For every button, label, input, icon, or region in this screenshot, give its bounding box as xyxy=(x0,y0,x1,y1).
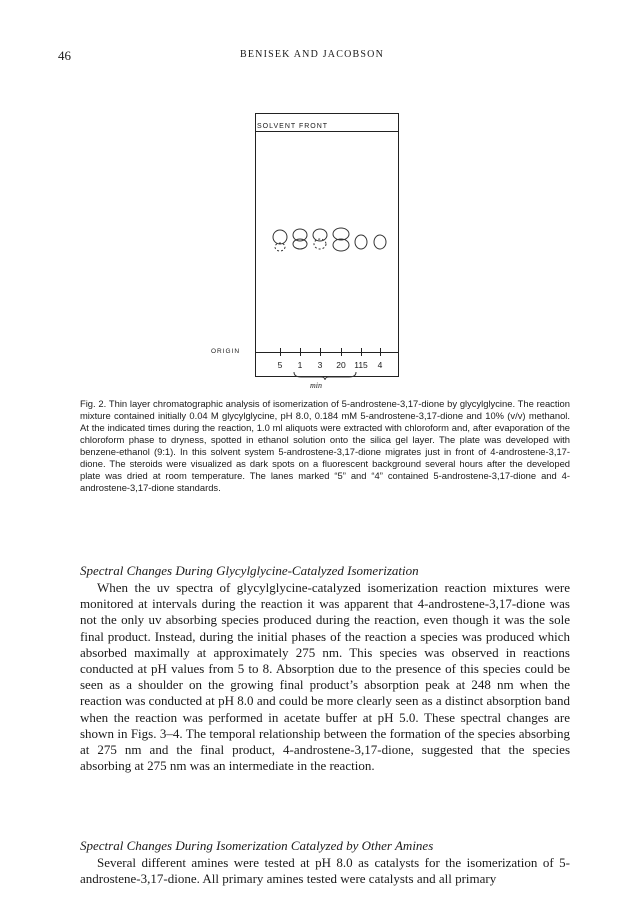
figure-caption xyxy=(80,398,570,494)
spot-lane-115 xyxy=(355,235,367,249)
solvent-front-label: SOLVENT FRONT xyxy=(257,123,329,130)
units-label: min xyxy=(310,381,322,390)
spot-lane-4 xyxy=(374,235,386,249)
lane-tick xyxy=(300,348,301,356)
lane-tick xyxy=(320,348,321,356)
spot-lane-5 xyxy=(273,230,287,251)
body-paragraph: Several different amines were tested at pH 8.0 as catalysts for the isomerization of 5-androstene-3,17-dione. All primary amines tested were catalysts and all primary xyxy=(80,855,570,887)
lane-label: 20 xyxy=(336,360,346,370)
lane-label: 115 xyxy=(354,360,368,370)
lane-tick xyxy=(341,348,342,356)
body-paragraph: When the uv spectra of glycylglycine-catalyzed isomerization reaction mixtures were monitored at intervals during the reaction it was apparent that 4-androstene-3,17-dione was not the only uv absorbing species produced during the reaction, even though it was the sole final product. Instead, during the initial phases of the reaction a species was produced which absorbed maximally at approximately 275 nm. This species was observed in reactions conducted at pH values from 5 to 8. Absorption due to the presence of this species could be seen as a shoulder on the growing final product’s absorption peak at 248 nm when the reaction was conducted at pH 8.0 and could be more clearly seen as a distinct absorption band when the reaction was performed in acetate buffer at pH 5.0. These spectral changes are shown in Figs. 3–4. The temporal relationship between the formation of the species absorbing at 275 nm and the final product, 4-androstene-3,17-dione, suggested that the species absorbing at 275 nm was an intermediate in the reaction. xyxy=(80,580,570,774)
origin-label: ORIGIN xyxy=(211,348,241,355)
section-heading: Spectral Changes During Isomerization Catalyzed by Other Amines xyxy=(80,838,434,853)
solvent-front-line xyxy=(255,131,399,132)
lane-label: 5 xyxy=(277,360,283,370)
lane-tick xyxy=(361,348,362,356)
lane-tick xyxy=(280,348,281,356)
running-head: BENISEK AND JACOBSON xyxy=(239,49,384,60)
caption-label: Fig. 2. xyxy=(80,398,107,409)
page-number: 46 xyxy=(58,48,71,63)
tlc-spots xyxy=(272,225,392,261)
lane-label: 4 xyxy=(377,360,383,370)
origin-line xyxy=(255,352,399,353)
lane-label: 1 xyxy=(297,360,303,370)
spot-lane-1 xyxy=(293,229,307,249)
caption-text: Thin layer chromatographic analysis of isomerization of 5-androstene-3,17-dione by glycylglycine. The reaction mixture contained initially 0.04 M glycylglycine, pH 8.0, 0.184 mM 5-androstene-3,17-dione and 10% (v/v) methanol. At the indicated times during the reaction, 1.0 ml aliquots were extracted with chloroform and, after evaporation of the chloroform phase to dryness, spotted in ethanol solution onto the silica gel layer. The plate was developed with benzene-ethanol (9:1). In this solvent system 5-androstene-3,17-dione migrates just in front of 4-androstene-3,17-dione. The steroids were visualized as dark spots on a fluorescent background several hours after the developed plate was dried at room temperature. The lanes marked “5” and “4” contained 5-androstene-3,17-dione and 4-androstene-3,17-dione standards. xyxy=(80,398,570,493)
spot-lane-3 xyxy=(313,229,327,249)
time-lanes-brace xyxy=(293,371,357,381)
lane-label: 3 xyxy=(317,360,323,370)
lane-tick xyxy=(380,348,381,356)
spot-lane-20 xyxy=(333,228,349,251)
section-heading: Spectral Changes During Glycylglycine-Catalyzed Isomerization xyxy=(80,563,419,578)
